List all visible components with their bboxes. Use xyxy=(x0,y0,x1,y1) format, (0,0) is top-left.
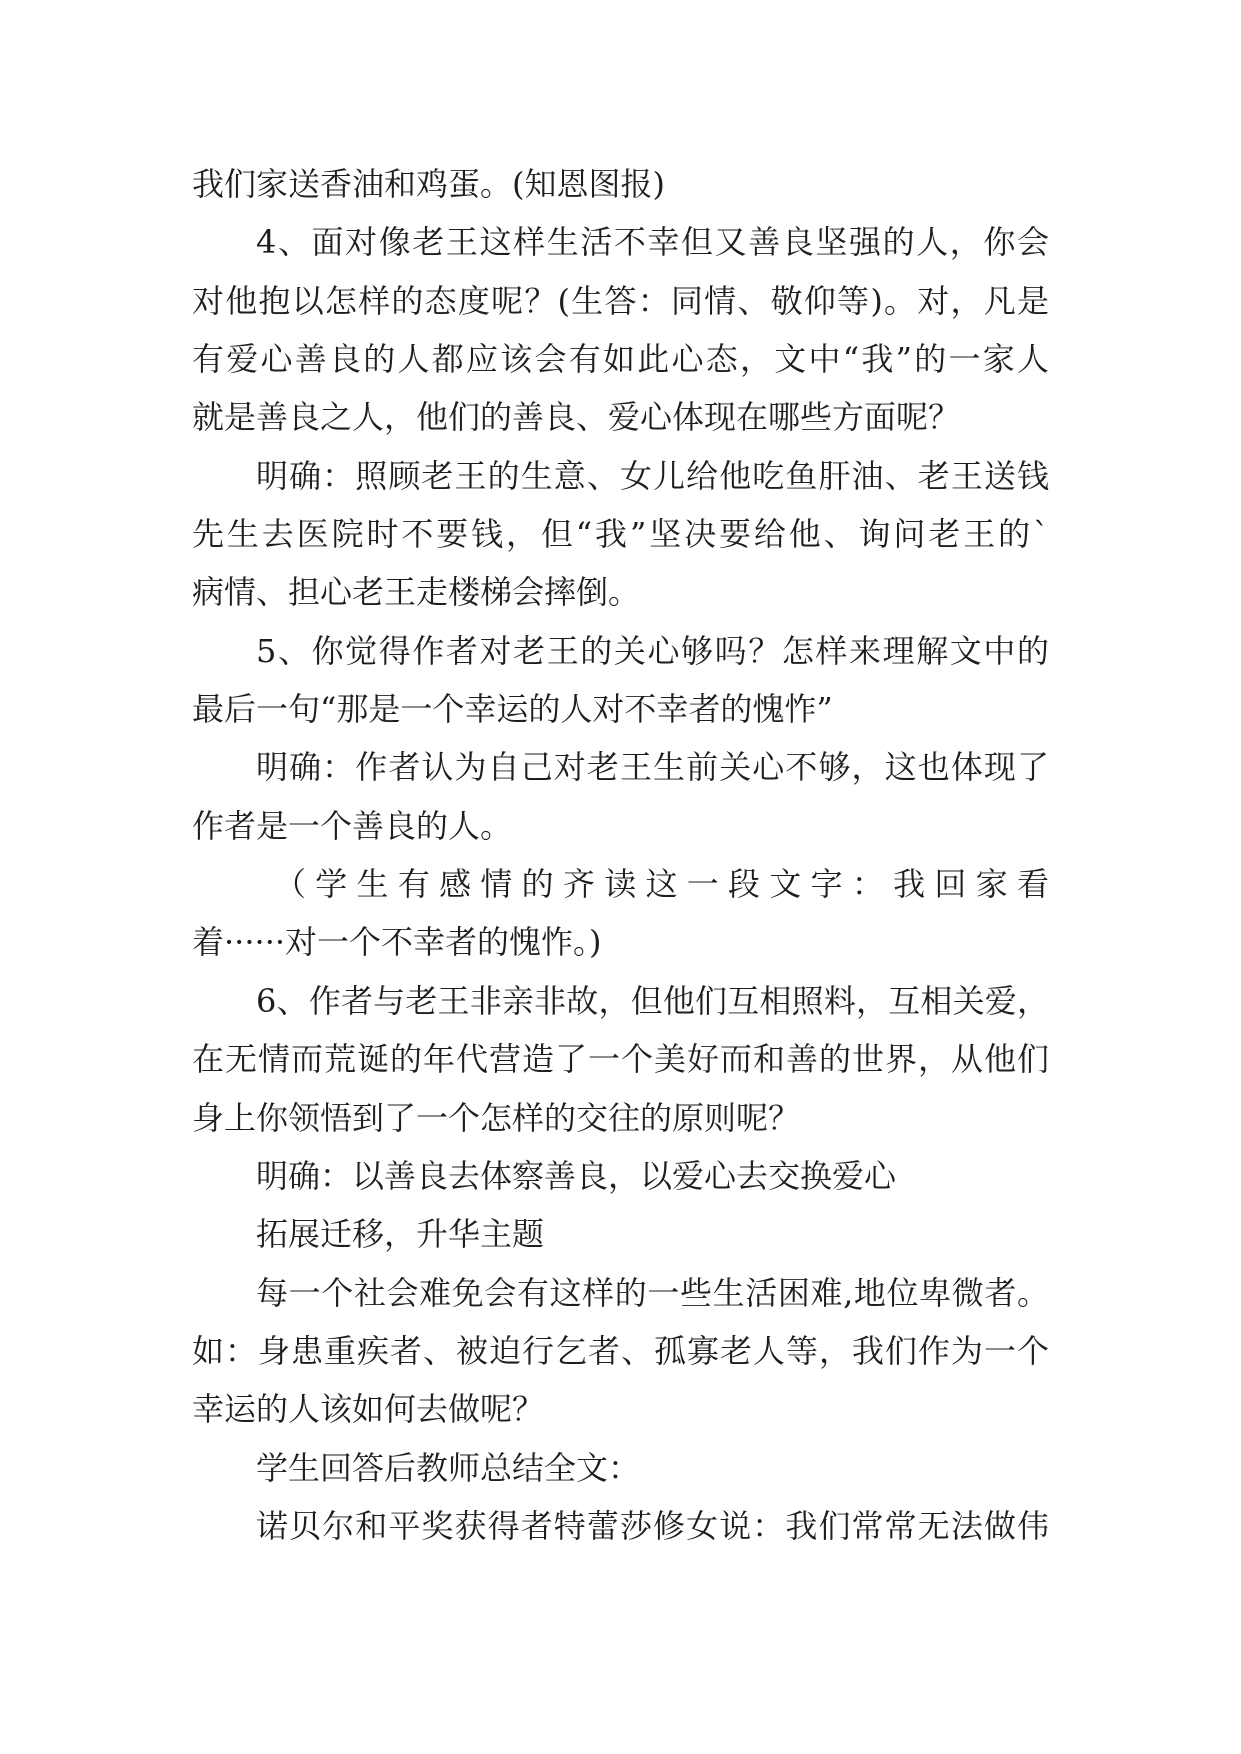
text-line: 病情、担心老王走楼梯会摔倒。 xyxy=(192,573,641,612)
text-line: 诺贝尔和平奖获得者特蕾莎修女说：我们常常无法做伟 xyxy=(256,1506,1049,1545)
text-line: 明确：照顾老王的生意、女儿给他吃鱼肝油、老王送钱 xyxy=(256,456,1049,495)
document-body xyxy=(192,155,1049,1555)
text-line: 对他抱以怎样的态度呢？(生答：同情、敬仰等)。对，凡是 xyxy=(192,281,1049,320)
text-line: 身上你领悟到了一个怎样的交往的原则呢？ xyxy=(192,1098,801,1137)
text-line: 我们家送香油和鸡蛋。(知恩图报) xyxy=(192,165,665,203)
text-line: 6、作者与老王非亲非故，但他们互相照料，互相关爱， xyxy=(256,981,1049,1020)
text-line: 幸运的人该如何去做呢？ xyxy=(192,1390,545,1429)
text-line: 着······对一个不幸者的愧怍。) xyxy=(192,923,602,962)
text-line: 就是善良之人，他们的善良、爱心体现在哪些方面呢？ xyxy=(192,398,961,437)
text-line: 如：身患重疾者、被迫行乞者、孤寡老人等，我们作为一个 xyxy=(192,1331,1049,1370)
text-line: 拓展迁移，升华主题 xyxy=(256,1215,545,1254)
text-line: 每一个社会难免会有这样的一些生活困难,地位卑微者。 xyxy=(256,1273,1049,1312)
text-line: 最后一句“那是一个幸运的人对不幸者的愧怍” xyxy=(192,690,833,729)
text-line: 明确：作者认为自己对老王生前关心不够，这也体现了 xyxy=(256,748,1049,787)
text-line: 有爱心善良的人都应该会有如此心态，文中“我”的一家人 xyxy=(192,340,1049,379)
text-line: 学生回答后教师总结全文： xyxy=(256,1448,641,1487)
text-line: 作者是一个善良的人。 xyxy=(192,806,513,845)
text-line: 5、你觉得作者对老王的关心够吗？怎样来理解文中的 xyxy=(256,631,1049,670)
text-line: 4、面对像老王这样生活不幸但又善良坚强的人，你会 xyxy=(256,223,1049,262)
text-line: 先生去医院时不要钱，但“我”坚决要给他、询问老王的` xyxy=(192,515,1049,554)
text-line: （学生有感情的齐读这一段文字：我回家看 xyxy=(274,865,1049,904)
text-line: 在无情而荒诞的年代营造了一个美好而和善的世界，从他们 xyxy=(192,1040,1049,1079)
text-line: 明确：以善良去体察善良，以爱心去交换爱心 xyxy=(256,1156,897,1195)
